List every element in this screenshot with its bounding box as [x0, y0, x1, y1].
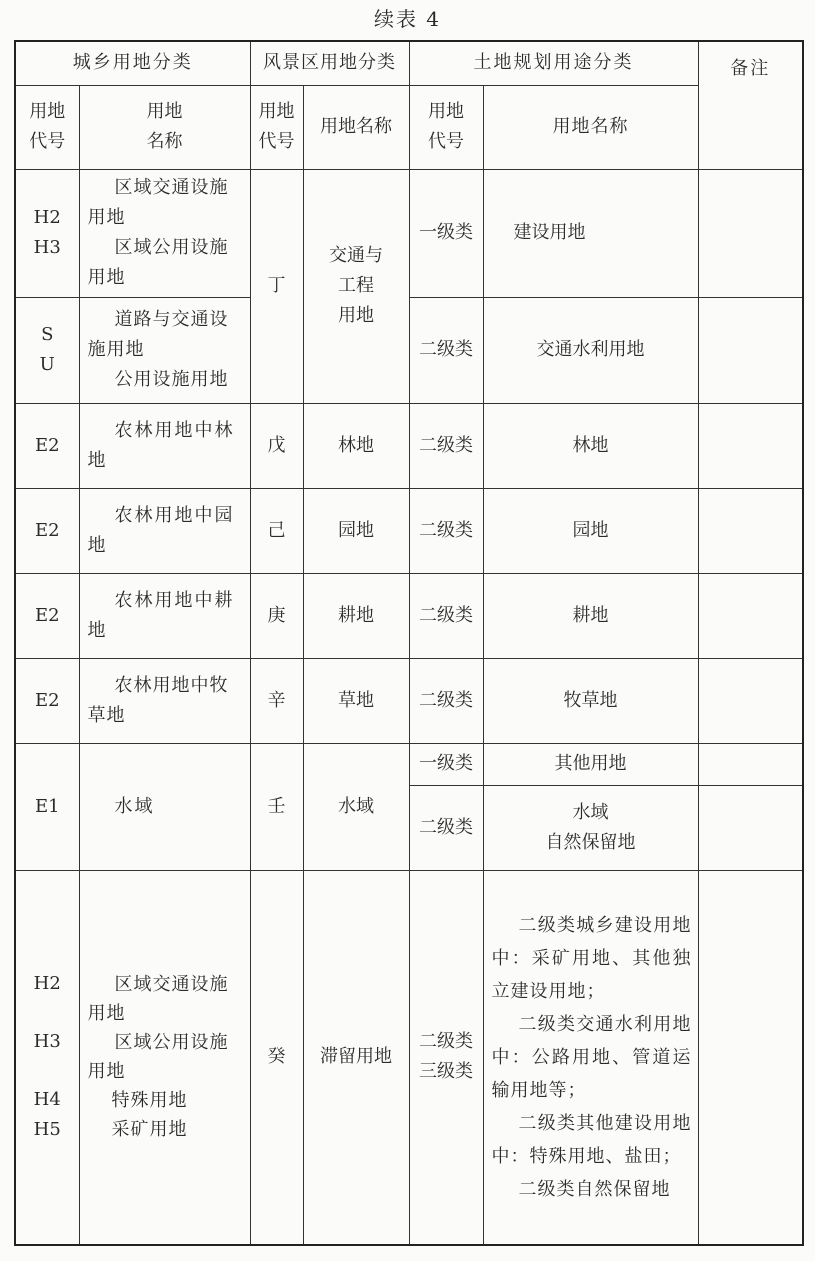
remarks-label: 备注 [730, 58, 771, 79]
land-name-cell: 建设用地 [483, 169, 698, 297]
scenic-name-cell: 水域 [303, 743, 409, 870]
urban-name-cell [79, 169, 250, 297]
urban-code-cell [15, 169, 79, 297]
land-level-cell: 二级类 [409, 785, 483, 870]
urban-name: 农林用地中耕地 [87, 589, 235, 641]
land-level-cell: 二级类 [409, 573, 483, 658]
land-name-cell: 耕地 [483, 573, 698, 658]
land-level: 三级类 [419, 1061, 473, 1083]
scenic-code-cell: 己 [250, 488, 303, 573]
land-name-cell [483, 870, 698, 1245]
remarks-cell [698, 297, 803, 403]
table-row [15, 870, 803, 1245]
remarks-cell [698, 573, 803, 658]
urban-code: H5 [33, 1119, 61, 1141]
urban-name: 区域公用设施用地 [87, 237, 229, 288]
urban-name: 道路与交通设施用地 [87, 309, 229, 360]
land-level-cell: 一级类 [409, 169, 483, 297]
urban-name: 区域交通设施用地 [87, 177, 229, 228]
header-land-code-line-1: 用地 [428, 101, 464, 122]
remarks-cell [698, 658, 803, 743]
scenic-code-cell: 癸 [250, 870, 303, 1245]
land-name-cell: 林地 [483, 403, 698, 488]
urban-code-cell: E2 [15, 573, 79, 658]
header-row-2 [15, 85, 803, 169]
urban-name: 区域公用设施用地 [87, 1032, 229, 1083]
land-name-paragraph: 二级类其他建设用地中：特殊用地、盐田； [491, 1112, 692, 1167]
urban-code-cell: E2 [15, 658, 79, 743]
land-level-cell: 二级类 [409, 403, 483, 488]
urban-code-cell [15, 297, 79, 403]
urban-code-cell: E2 [15, 488, 79, 573]
header-scenic-code-line-2: 代号 [258, 131, 295, 152]
header-urban-group: 城乡用地分类 [15, 41, 250, 85]
land-level-cell: 一级类 [409, 743, 483, 785]
scenic-code-cell: 丁 [250, 169, 303, 403]
table-row [15, 403, 803, 488]
header-name-line-1: 用地 [146, 101, 183, 122]
urban-name-cell [79, 573, 250, 658]
table-row [15, 743, 803, 785]
remarks-cell [698, 488, 803, 573]
header-scenic-code [250, 85, 303, 169]
land-name-line: 自然保留地 [545, 831, 636, 853]
land-name-cell [483, 785, 698, 870]
scenic-code-cell: 壬 [250, 743, 303, 870]
urban-name: 特殊用地 [111, 1090, 188, 1112]
land-name-paragraph: 二级类城乡建设用地中：采矿用地、其他独立建设用地； [491, 914, 692, 1002]
header-land-code [409, 85, 483, 169]
urban-code: H3 [33, 237, 61, 258]
header-urban-name [79, 85, 250, 169]
table-row [15, 297, 803, 403]
urban-name: 农林用地中园地 [87, 504, 235, 556]
scenic-name-cell [303, 169, 409, 403]
header-name-line-2: 名称 [146, 131, 183, 152]
land-name-paragraph: 二级类自然保留地 [518, 1178, 671, 1200]
table-row [15, 488, 803, 573]
urban-name-cell [79, 870, 250, 1245]
header-code-line-2: 代号 [29, 131, 66, 152]
remarks-cell [698, 169, 803, 297]
scenic-name-cell: 林地 [303, 403, 409, 488]
scenic-code-cell: 戊 [250, 403, 303, 488]
urban-code: U [39, 354, 55, 375]
scenic-name-line: 交通与 [329, 245, 383, 266]
urban-code: H3 [33, 1031, 61, 1053]
urban-name: 水域 [114, 795, 155, 817]
remarks-cell [698, 785, 803, 870]
land-level: 二级类 [419, 1031, 473, 1053]
land-name-paragraph: 二级类交通水利用地中：公路用地、管道运输用地等； [491, 1013, 692, 1101]
table-row [15, 573, 803, 658]
land-name-line: 水域 [572, 801, 609, 823]
header-scenic-code-line-1: 用地 [258, 101, 295, 122]
scenic-name-cell: 草地 [303, 658, 409, 743]
urban-code: S [41, 324, 54, 345]
table-row [15, 169, 803, 297]
table-caption: 续表 4 [373, 7, 442, 31]
land-name-cell: 牧草地 [483, 658, 698, 743]
header-scenic-name: 用地名称 [303, 85, 409, 169]
scenic-name-cell: 园地 [303, 488, 409, 573]
header-land-name: 用地名称 [483, 85, 698, 169]
scenic-code-cell: 辛 [250, 658, 303, 743]
land-level-cell: 二级类 [409, 488, 483, 573]
header-land-group: 土地规划用途分类 [409, 41, 698, 85]
header-code-line-1: 用地 [29, 101, 66, 122]
urban-name: 区域交通设施用地 [87, 974, 229, 1025]
urban-name-cell [79, 743, 250, 870]
header-scenic-group: 风景区用地分类 [250, 41, 409, 85]
urban-code: H2 [33, 207, 61, 228]
header-land-code-line-2: 代号 [428, 131, 464, 152]
urban-name: 公用设施用地 [114, 369, 229, 390]
remarks-cell [698, 870, 803, 1245]
land-level-cell: 二级类 [409, 658, 483, 743]
table-row [15, 658, 803, 743]
scenic-name-line: 用地 [338, 305, 374, 326]
urban-code: H4 [33, 1089, 61, 1111]
urban-name-cell [79, 403, 250, 488]
land-name-cell: 交通水利用地 [483, 297, 698, 403]
urban-code-cell [15, 870, 79, 1245]
header-urban-code [15, 85, 79, 169]
remarks-cell [698, 743, 803, 785]
remarks-cell [698, 403, 803, 488]
urban-name: 农林用地中牧草地 [87, 674, 229, 726]
urban-name-cell [79, 658, 250, 743]
header-remarks [698, 41, 803, 169]
scenic-code-cell: 庚 [250, 573, 303, 658]
header-row-1 [15, 41, 803, 85]
urban-name: 农林用地中林地 [87, 419, 235, 471]
land-level-cell [409, 870, 483, 1245]
scenic-name-line: 工程 [338, 275, 374, 296]
urban-name-cell [79, 488, 250, 573]
land-level-cell: 二级类 [409, 297, 483, 403]
scenic-name-cell: 耕地 [303, 573, 409, 658]
urban-name-cell [79, 297, 250, 403]
land-classification-table [14, 40, 804, 1246]
urban-code-cell: E2 [15, 403, 79, 488]
urban-code: H2 [33, 973, 61, 995]
urban-name: 采矿用地 [111, 1119, 188, 1141]
land-name-cell: 园地 [483, 488, 698, 573]
urban-code-cell: E1 [15, 743, 79, 870]
scenic-name-cell: 滞留用地 [303, 870, 409, 1245]
land-name-cell: 其他用地 [483, 743, 698, 785]
